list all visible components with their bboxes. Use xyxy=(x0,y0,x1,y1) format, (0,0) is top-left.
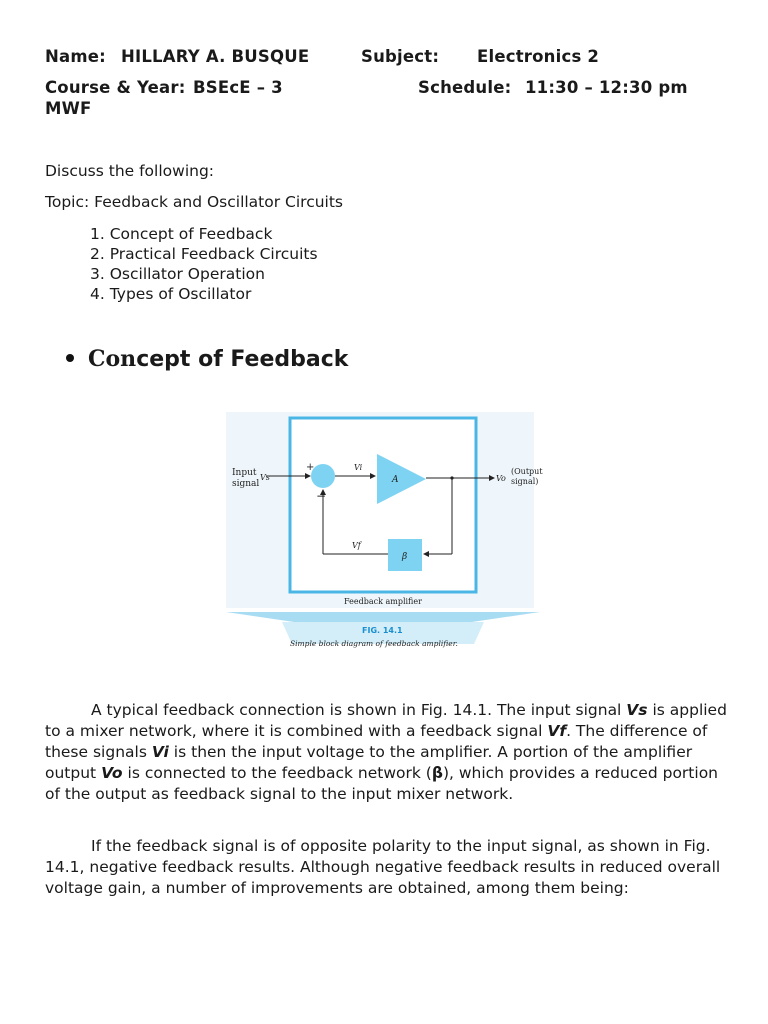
topic-line: Topic: Feedback and Oscillator Circuits xyxy=(45,193,344,211)
paragraph-feedback-connection: A typical feedback connection is shown in Fig. 14.1. The input signal Vs is applied to a mixer network, where it is combined with a feedback signal Vf. The difference of these signals Vi is then the input voltage to the amplifier. A portion of the amplifier output Vo is connected to the feedback network (β), which provides a reduced portion of the output as feedback signal to the input mixer network. xyxy=(45,701,727,803)
vs-label: Vs xyxy=(260,473,270,482)
input-label: signal xyxy=(232,479,260,489)
schedule-days: MWF xyxy=(45,99,92,118)
bullet-icon xyxy=(66,354,74,362)
amp-gain-label: A xyxy=(392,475,399,485)
block-caption: Feedback amplifier xyxy=(344,597,422,606)
mixer-circle xyxy=(311,464,335,488)
topic-item: 4. Types of Oscillator xyxy=(90,285,252,303)
schedule-label: Schedule: xyxy=(418,78,512,97)
instruction: Discuss the following: xyxy=(45,162,215,180)
section-title: Concept of Feedback xyxy=(66,346,348,372)
minus-sign: − xyxy=(316,489,327,503)
caption-banner-top xyxy=(226,612,540,622)
plus-sign: + xyxy=(306,462,315,473)
figure-caption: Simple block diagram of feedback amplifier. xyxy=(290,639,458,648)
vo-label: Vo xyxy=(496,474,506,483)
amplifier-frame xyxy=(290,418,476,592)
paragraph-negative-feedback: If the feedback signal is of opposite polarity to the input signal, as shown in Fig. 14.1, negative feedback results. Although negative feedback results in reduced overall voltage gain, a number of improvements are obtained, among them being: xyxy=(45,837,721,897)
output-label: (Output xyxy=(511,467,543,476)
schedule-value: 11:30 – 12:30 pm xyxy=(525,78,688,97)
course-year-value: BSEcE – 3 xyxy=(193,78,283,97)
feedback-amplifier-figure xyxy=(222,412,544,658)
figure-number: FIG. 14.1 xyxy=(362,626,403,635)
input-label: Input xyxy=(232,468,257,478)
topic-item: 2. Practical Feedback Circuits xyxy=(90,245,318,263)
course-year-label: Course & Year: xyxy=(45,78,186,97)
name-label: Name: xyxy=(45,47,106,66)
topic-item: 1. Concept of Feedback xyxy=(90,225,273,243)
vf-label: Vf xyxy=(352,541,361,550)
output-label: signal) xyxy=(511,477,539,486)
topic-item: 3. Oscillator Operation xyxy=(90,265,265,283)
vi-label: Vi xyxy=(354,463,363,472)
block-diagram xyxy=(222,412,544,658)
subject-value: Electronics 2 xyxy=(477,47,600,66)
topic-list xyxy=(90,224,318,304)
name-value: HILLARY A. BUSQUE xyxy=(121,47,310,66)
subject-label: Subject: xyxy=(361,47,440,66)
beta-label: β xyxy=(402,552,408,562)
